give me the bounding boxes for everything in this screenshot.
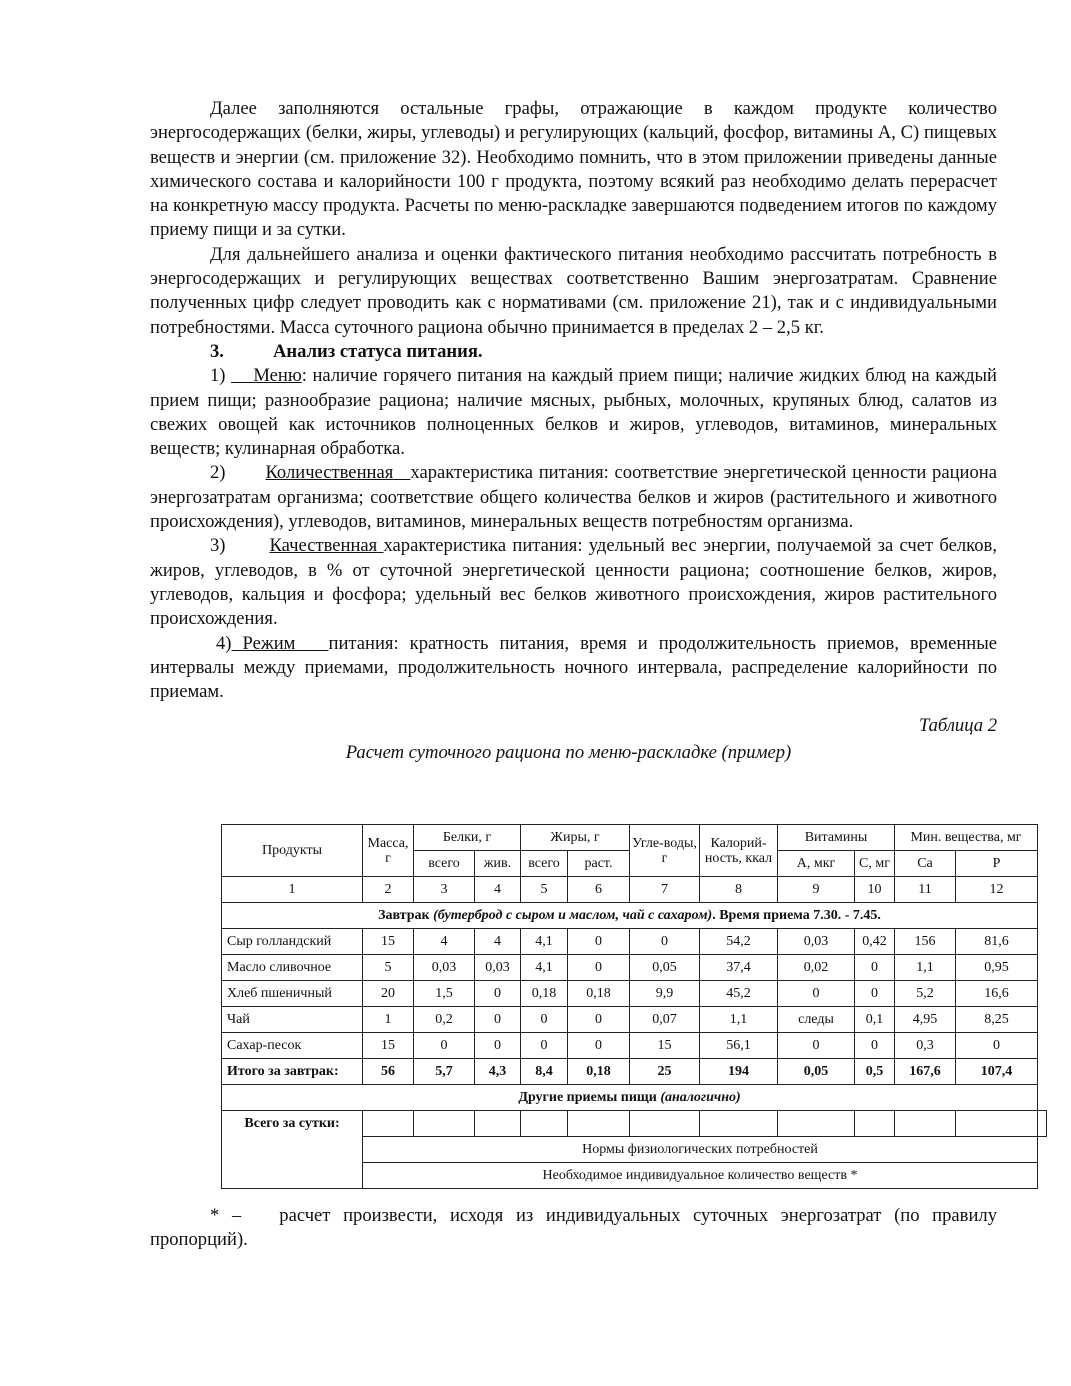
table-cell: 0 bbox=[521, 1007, 568, 1033]
total-value: 0,18 bbox=[568, 1059, 630, 1085]
product-name: Масло сливочное bbox=[222, 955, 363, 981]
item-text: характеристика питания: удельный вес энергии, получаемой за счет белков, жиров, углеводов, в % от суточной энергетической ценности рациона; соотношение белков, жиров, углеводов, кальция и фосфора; удельный вес белков животного происхождения, жиров растительного происхождения. bbox=[150, 535, 997, 630]
header-mass: Масса, г bbox=[363, 825, 414, 877]
table-cell: 9,9 bbox=[630, 981, 700, 1007]
empty-cell bbox=[363, 1111, 414, 1137]
empty-cell bbox=[1038, 1111, 1047, 1137]
column-number: 2 bbox=[363, 877, 414, 903]
column-number: 5 bbox=[521, 877, 568, 903]
header-carbs: Угле-воды, г bbox=[630, 825, 700, 877]
table-cell: 4,1 bbox=[521, 929, 568, 955]
column-number: 8 bbox=[700, 877, 778, 903]
breakfast-section-row bbox=[222, 903, 1047, 929]
column-number: 11 bbox=[895, 877, 956, 903]
table-cell: 0,18 bbox=[521, 981, 568, 1007]
table-cell: 56,1 bbox=[700, 1033, 778, 1059]
column-number: 9 bbox=[778, 877, 855, 903]
table-cell: 5 bbox=[363, 955, 414, 981]
other-meals-row bbox=[222, 1085, 1047, 1111]
header-fat-total: всего bbox=[521, 851, 568, 877]
table-cell: 0 bbox=[475, 1007, 521, 1033]
table-cell: 0,07 bbox=[630, 1007, 700, 1033]
breakfast-total-row bbox=[222, 1059, 1047, 1085]
table-cell: 81,6 bbox=[956, 929, 1038, 955]
item-text: характеристика питания: соответствие энергетической ценности рациона энергозатратам организма; соответствие общего количества белков и жиров (растительного и животного происхождения), углеводов, витаминов, минеральных веществ потребностям организма. bbox=[150, 462, 998, 533]
table-cell: 0 bbox=[778, 1033, 855, 1059]
total-value: 5,7 bbox=[414, 1059, 475, 1085]
product-name: Сахар-песок bbox=[222, 1033, 363, 1059]
table-cell: 0,03 bbox=[778, 929, 855, 955]
table-cell: 0,3 bbox=[895, 1033, 956, 1059]
page-body bbox=[150, 97, 997, 765]
header-products: Продукты bbox=[222, 825, 363, 877]
total-value: 0,05 bbox=[778, 1059, 855, 1085]
table-cell: 45,2 bbox=[700, 981, 778, 1007]
breakfast-section-label: Завтрак (бутерброд с сыром и маслом, чай с сахаром). Время приема 7.30. - 7.45. bbox=[222, 903, 1038, 929]
column-number-row bbox=[222, 877, 1047, 903]
header-fats: Жиры, г bbox=[521, 825, 630, 851]
empty-cell bbox=[568, 1111, 630, 1137]
empty-cell bbox=[895, 1111, 956, 1137]
column-number: 4 bbox=[475, 877, 521, 903]
table-cell: 0,03 bbox=[475, 955, 521, 981]
product-name: Сыр голландский bbox=[222, 929, 363, 955]
total-label: Итого за завтрак: bbox=[222, 1059, 363, 1085]
table-cell: 0,03 bbox=[414, 955, 475, 981]
footnote-mark: * – bbox=[210, 1205, 242, 1226]
item-text: питания: кратность питания, время и продолжительность приемов, временные интервалы между приемами, продолжительность ночного интервала, распределение калорийности по приемам. bbox=[150, 632, 997, 703]
item-number: 3) bbox=[210, 535, 226, 557]
table-cell: 37,4 bbox=[700, 955, 778, 981]
section-heading bbox=[210, 340, 997, 364]
list-item-regime bbox=[150, 632, 997, 705]
table-cell: 0 bbox=[568, 955, 630, 981]
header-fat-vegetable: раст. bbox=[568, 851, 630, 877]
other-meals-label: Другие приемы пищи (аналогично) bbox=[222, 1085, 1038, 1111]
section-title: Анализ статуса питания. bbox=[273, 340, 483, 362]
table-cell: 0 bbox=[855, 981, 895, 1007]
table-cell: 0 bbox=[855, 955, 895, 981]
table-cell: 1,1 bbox=[700, 1007, 778, 1033]
empty-cell bbox=[855, 1111, 895, 1137]
paragraph-1: Далее заполняются остальные графы, отражающие в каждом продукте количество энергосодержащих (белки, жиры, углеводы) и регулирующих (кальций, фосфор, витамины А, С) пищевых веществ и энергии (см. приложение 32). Необходимо помнить, что в этом приложении приведены данные химического состава и калорийности 100 г продукта, поэтому всякий раз необходимо делать перерасчет на конкретную массу продукта. Расчеты по меню-раскладке завершаются подведением итогов по каждому приему пищи и за сутки. bbox=[150, 98, 997, 241]
section-number: 3. bbox=[210, 340, 224, 362]
item-number: 4) bbox=[216, 632, 232, 654]
table-cell: 0,05 bbox=[630, 955, 700, 981]
item-term: Режим bbox=[242, 632, 296, 654]
header-vitamin-c: С, мг bbox=[855, 851, 895, 877]
daily-total-label: Всего за сутки: bbox=[222, 1111, 363, 1189]
table-cell: 0 bbox=[956, 1033, 1038, 1059]
table-row bbox=[222, 981, 1047, 1007]
table-cell: 1,5 bbox=[414, 981, 475, 1007]
empty-cell bbox=[630, 1111, 700, 1137]
table-row bbox=[222, 929, 1047, 955]
header-calories: Калорий-ность, ккал bbox=[700, 825, 778, 877]
table-cell: 0,2 bbox=[414, 1007, 475, 1033]
table-cell: 15 bbox=[363, 929, 414, 955]
norms-label: Нормы физиологических потребностей bbox=[363, 1137, 1038, 1163]
table-row bbox=[222, 1007, 1047, 1033]
product-name: Хлеб пшеничный bbox=[222, 981, 363, 1007]
table-cell: 4 bbox=[475, 929, 521, 955]
table-cell: 0 bbox=[475, 1033, 521, 1059]
item-text: : наличие горячего питания на каждый прием пищи; наличие жидких блюд на каждый прием пищи; разнообразие рациона; наличие мясных, рыбных, молочных, крупяных блюд, салатов из свежих овощей как источников полноценных белков и жиров, углеводов, витаминов, минеральных веществ; кулинарная обработка. bbox=[150, 365, 998, 460]
header-minerals: Мин. вещества, мг bbox=[895, 825, 1038, 851]
item-term: Меню bbox=[253, 365, 302, 387]
table-cell: 0 bbox=[475, 981, 521, 1007]
ration-table bbox=[221, 824, 1047, 1189]
item-number: 2) bbox=[210, 462, 226, 484]
table-cell: 5,2 bbox=[895, 981, 956, 1007]
item-term: Количественная bbox=[265, 462, 394, 484]
table-cell: 20 bbox=[363, 981, 414, 1007]
table-cell: 4,95 bbox=[895, 1007, 956, 1033]
footnote bbox=[150, 1204, 997, 1253]
table-cell: 0 bbox=[855, 1033, 895, 1059]
column-number: 3 bbox=[414, 877, 475, 903]
table-cell: 0 bbox=[414, 1033, 475, 1059]
table-cell: 4,1 bbox=[521, 955, 568, 981]
table-cell: следы bbox=[778, 1007, 855, 1033]
table-cell: 15 bbox=[363, 1033, 414, 1059]
table-cell: 8,25 bbox=[956, 1007, 1038, 1033]
empty-cell bbox=[956, 1111, 1038, 1137]
footnote-text: расчет произвести, исходя из индивидуальных суточных энергозатрат (по правилу пропорций). bbox=[150, 1205, 997, 1251]
table-cell: 0 bbox=[778, 981, 855, 1007]
column-number: 7 bbox=[630, 877, 700, 903]
table-cell: 54,2 bbox=[700, 929, 778, 955]
list-item-quantitative bbox=[150, 461, 997, 534]
empty-cell bbox=[778, 1111, 855, 1137]
table-cell: 16,6 bbox=[956, 981, 1038, 1007]
table-cell: 0,18 bbox=[568, 981, 630, 1007]
table-cell: 15 bbox=[630, 1033, 700, 1059]
table-cell: 0,02 bbox=[778, 955, 855, 981]
table-row bbox=[222, 955, 1047, 981]
total-value: 167,6 bbox=[895, 1059, 956, 1085]
table-cell: 0 bbox=[568, 1033, 630, 1059]
empty-cell bbox=[414, 1111, 475, 1137]
empty-cell bbox=[475, 1111, 521, 1137]
header-vitamins: Витамины bbox=[778, 825, 895, 851]
table-cell: 0,42 bbox=[855, 929, 895, 955]
table-cell: 4 bbox=[414, 929, 475, 955]
column-number: 1 bbox=[222, 877, 363, 903]
daily-total-row bbox=[222, 1111, 1047, 1137]
table-row bbox=[222, 1033, 1047, 1059]
total-value: 107,4 bbox=[956, 1059, 1038, 1085]
total-value: 0,5 bbox=[855, 1059, 895, 1085]
header-protein-animal: жив. bbox=[475, 851, 521, 877]
empty-cell bbox=[521, 1111, 568, 1137]
paragraph-2: Для дальнейшего анализа и оценки фактического питания необходимо рассчитать потребность в энергосодержащих и регулирующих веществах соответственно Вашим энергозатратам. Сравнение полученных цифр следует проводить как с нормативами (см. приложение 21), так и с индивидуальными потребностями. Масса суточного рациона обычно принимается в пределах 2 – 2,5 кг. bbox=[150, 243, 997, 338]
header-vitamin-a: А, мкг bbox=[778, 851, 855, 877]
table-cell: 0 bbox=[568, 929, 630, 955]
table-cell: 156 bbox=[895, 929, 956, 955]
table-cell: 0,95 bbox=[956, 955, 1038, 981]
total-value: 8,4 bbox=[521, 1059, 568, 1085]
list-item-qualitative bbox=[150, 534, 997, 631]
header-calcium: Са bbox=[895, 851, 956, 877]
column-number: 12 bbox=[956, 877, 1038, 903]
table-cell: 0 bbox=[521, 1033, 568, 1059]
item-term: Качественная bbox=[269, 535, 378, 557]
total-value: 25 bbox=[630, 1059, 700, 1085]
total-value: 56 bbox=[363, 1059, 414, 1085]
table-header-row-1 bbox=[222, 825, 1047, 851]
table-title: Расчет суточного рациона по меню-раскладке (пример) bbox=[345, 741, 792, 763]
table-cell: 0 bbox=[568, 1007, 630, 1033]
empty-cell bbox=[700, 1111, 778, 1137]
table-cell: 1 bbox=[363, 1007, 414, 1033]
food-rows bbox=[222, 929, 1047, 1059]
header-phosphorus: Р bbox=[956, 851, 1038, 877]
table-cell: 1,1 bbox=[895, 955, 956, 981]
table-cell: 0,1 bbox=[855, 1007, 895, 1033]
table-caption: Таблица 2 bbox=[918, 715, 997, 737]
product-name: Чай bbox=[222, 1007, 363, 1033]
table-cell: 0 bbox=[630, 929, 700, 955]
header-protein-total: всего bbox=[414, 851, 475, 877]
list-item-menu bbox=[150, 364, 997, 461]
individual-label: Необходимое индивидуальное количество веществ * bbox=[363, 1163, 1038, 1189]
column-number: 6 bbox=[568, 877, 630, 903]
total-value: 4,3 bbox=[475, 1059, 521, 1085]
column-number: 10 bbox=[855, 877, 895, 903]
item-number: 1) bbox=[210, 365, 226, 387]
total-value: 194 bbox=[700, 1059, 778, 1085]
header-proteins: Белки, г bbox=[414, 825, 521, 851]
